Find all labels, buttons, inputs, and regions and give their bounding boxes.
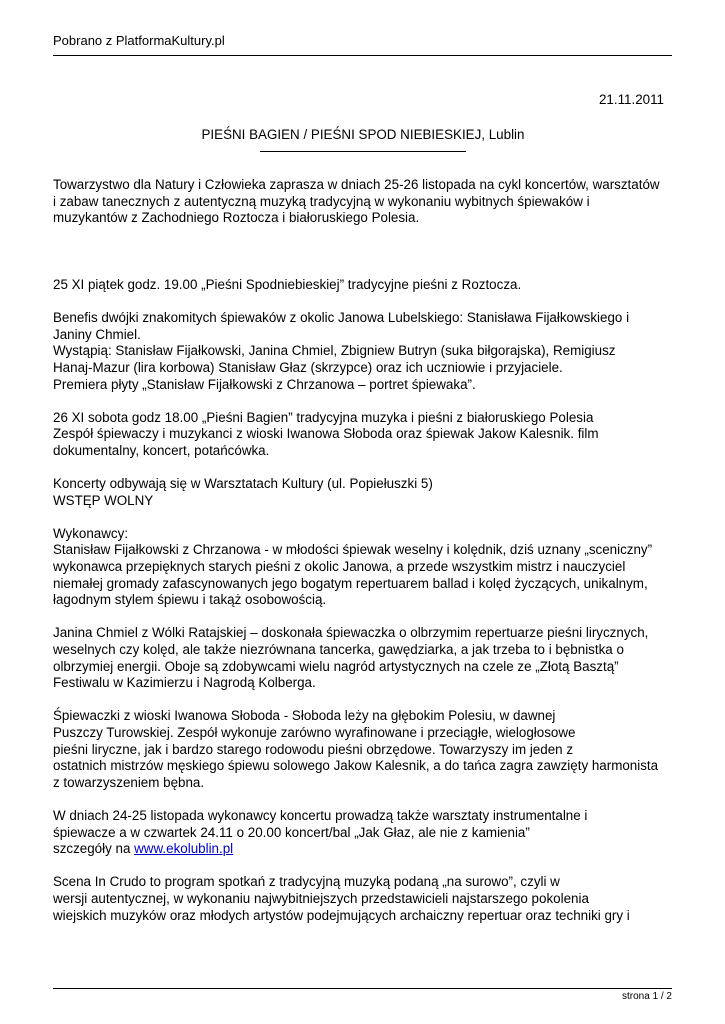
document-date: 21.11.2011 <box>598 92 664 107</box>
text-line: Festiwalu w Kazimierzu i Nagrodą Kolberga. <box>53 675 316 691</box>
event-1-heading <box>53 277 673 294</box>
chmiel-paragraph <box>53 625 673 691</box>
text-line: pieśni liryczne, jak i bardzo starego rodowodu pieśni obrzędowe. Towarzyszy im jeden z <box>53 741 574 757</box>
text-line: W dniach 24-25 listopada wykonawcy koncertu prowadzą także warsztaty instrumentalne i <box>53 807 588 823</box>
text-line: łagodnym stylem śpiewu i takąż osobowością. <box>53 592 327 608</box>
event-2-paragraph <box>53 410 673 460</box>
text-line: Hanaj-Mazur (lira korbowa) Stanisław Głaz (skrzypce) oraz ich uczniowie i przyjaciele. <box>53 359 563 375</box>
text-line: Towarzystwo dla Natury i Człowieka zaprasza w dniach 25-26 listopada na cykl koncertów, warsztatów <box>53 177 660 193</box>
text-line: niemałej gromady zafascynowanych jego bogatym repertuarem ballad i kolęd życzących, unikalnym, <box>53 575 648 591</box>
text-line: Janiny Chmiel. <box>53 326 141 342</box>
footer-divider <box>53 988 672 989</box>
text-line: śpiewacze a w czwartek 24.11 o 20.00 koncert/bal „Jak Głaz, ale nie z kamienia” <box>53 824 530 840</box>
text-line: Zespół śpiewaczy i muzykanci z wioski Iwanowa Słoboda oraz śpiewak Jakow Kalesnik. film <box>53 426 599 442</box>
text-line: Puszczy Turowskiej. Zespół wykonuje zarówno wyrafinowane i przeciągłe, wielogłosowe <box>53 725 576 740</box>
venue-paragraph <box>53 476 673 509</box>
document-body <box>53 92 673 924</box>
performers-paragraph <box>53 526 673 609</box>
sloboda-paragraph <box>53 708 673 791</box>
text-line: wiejskich muzyków oraz młodych artystów podejmujących archaiczny repertuar oraz techniki gry i <box>53 907 630 923</box>
text-line: Benefis dwójki znakomitych śpiewaków z okolic Janowa Lubelskiego: Stanisława Fijałkowskiego i <box>53 310 630 326</box>
text-line: i zabaw tanecznych z autentyczną muzyką tradycyjną w wykonaniu wybitnych śpiewaków i <box>53 193 590 209</box>
text-line: ostatnich mistrzów męskiego śpiewu solowego Jakow Kalesnik, a do tańca zagra zawzięty harmonista <box>53 758 659 774</box>
ekolublin-link[interactable]: www.ekolublin.pl <box>134 841 234 857</box>
text-line: Scena In Crudo to program spotkań z tradycyjną muzyką podaną „na surowo”, czyli w <box>53 874 560 890</box>
text-line: z towarzyszeniem bębna. <box>53 774 205 790</box>
text-line: weselnych czy kolęd, ale także niezrównana tancerka, gawędziarka, a jak trzeba to i bębnistka o <box>53 642 624 658</box>
download-source-header: Pobrano z PlatformaKultury.pl <box>53 33 225 48</box>
text-line: dokumentalny, koncert, potańcówka. <box>53 442 270 458</box>
text-line: Stanisław Fijałkowski z Chrzanowa - w młodości śpiewak weselny i kolędnik, dziś uznany „sceniczny” <box>53 542 653 558</box>
text-line: Koncerty odbywają się w Warsztatach Kultury (ul. Popiełuszki 5) <box>53 476 433 492</box>
text-line: Wystąpią: Stanisław Fijałkowski, Janina Chmiel, Zbigniew Butryn (suka biłgorajska), Remigiusz <box>53 343 616 359</box>
workshops-paragraph <box>53 808 673 858</box>
details-line <box>53 841 673 858</box>
text-line: Wykonawcy: <box>53 525 129 541</box>
page-number: strona 1 / 2 <box>621 991 672 1002</box>
text-line: 25 XI piątek godz. 19.00 „Pieśni Spodniebieskiej” tradycyjne pieśni z Roztocza. <box>53 276 522 292</box>
event-1-details <box>53 310 673 393</box>
document-title: PIEŚNI BAGIEN / PIEŚNI SPOD NIEBIESKIEJ, Lublin <box>201 126 525 142</box>
details-prefix: szczegóły na <box>53 841 135 857</box>
text-line: wersji autentycznej, w wykonaniu najwybitniejszych przedstawicieli najstarszego pokolenia <box>53 890 589 906</box>
scena-paragraph <box>53 874 673 924</box>
text-line: WSTĘP WOLNY <box>53 492 154 508</box>
text-line: muzykantów z Zachodniego Roztocza i białoruskiego Polesia. <box>53 210 420 226</box>
intro-paragraph <box>53 177 673 227</box>
text-line: Janina Chmiel z Wólki Ratajskiej – doskonała śpiewaczka o olbrzymim repertuarze pieśni lirycznych, <box>53 625 649 641</box>
text-line: Śpiewaczki z wioski Iwanowa Słoboda - Słoboda leży na głębokim Polesiu, w dawnej <box>53 708 556 724</box>
text-line: Premiera płyty „Stanisław Fijałkowski z Chrzanowa – portret śpiewaka”. <box>53 376 476 392</box>
text-line: wykonawca przepięknych starych pieśni z okolic Janowa, a przede wszystkim mistrz i nauczyciel <box>53 559 626 575</box>
header-divider <box>53 55 672 56</box>
text-line: olbrzymiej energii. Oboje są zdobywcami wielu nagród artystycznych na czele ze „Złotą Basztą” <box>53 658 619 674</box>
text-line: 26 XI sobota godz 18.00 „Pieśni Bagien” tradycyjna muzyka i pieśni z białoruskiego Polesia <box>53 409 594 425</box>
